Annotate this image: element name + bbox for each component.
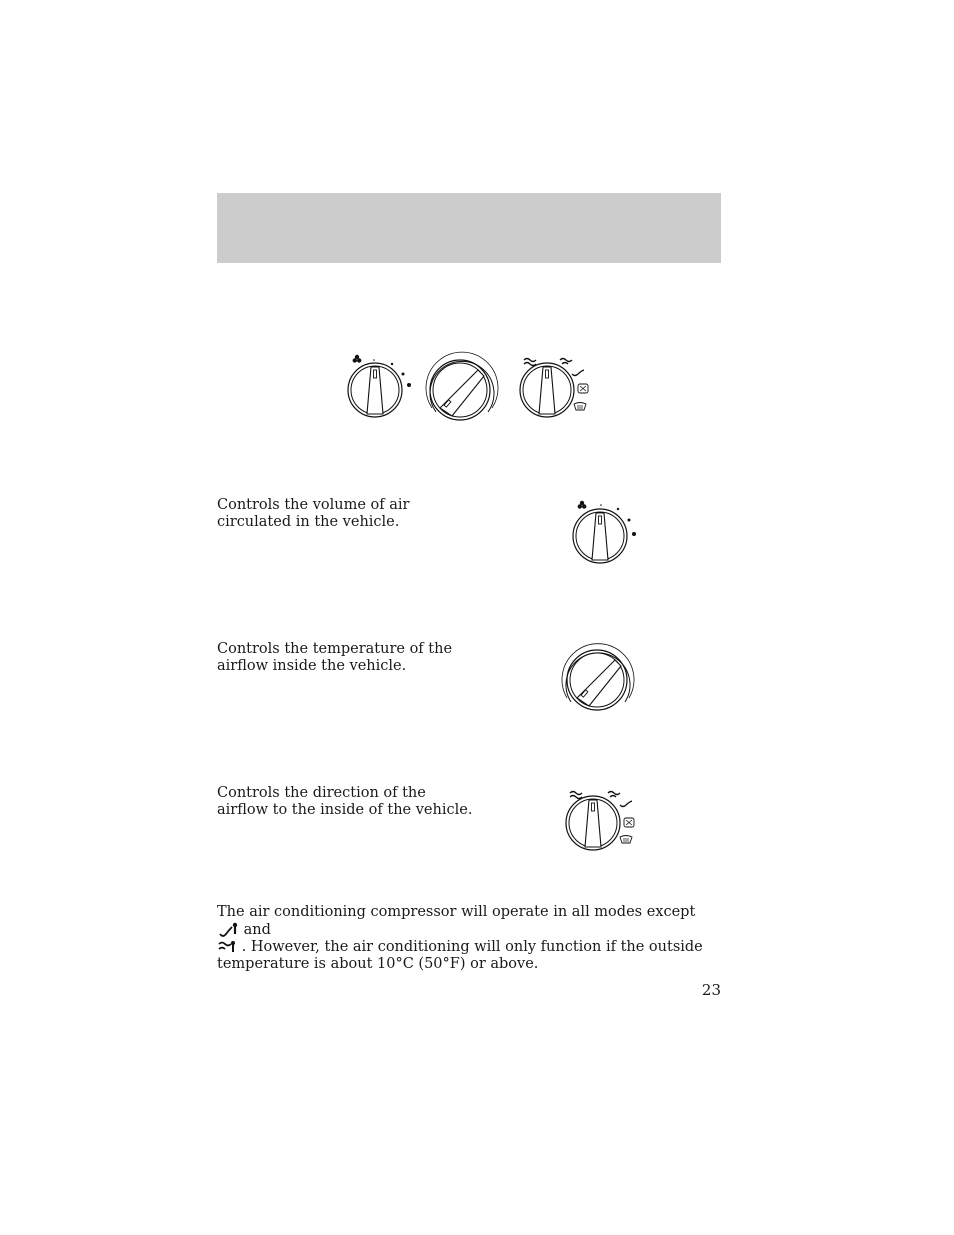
fan-speed-knob-overview — [340, 352, 420, 422]
fan-speed-description: Controls the volume of air circulated in the vehicle. — [217, 497, 410, 530]
fan-speed-knob — [565, 498, 645, 568]
panel-floor-vent-icon — [608, 792, 620, 798]
fan-icon — [353, 355, 362, 363]
floor-vent-icon — [572, 370, 584, 376]
panel-floor-vent-icon — [217, 939, 237, 955]
temperature-description: Controls the temperature of the airflow inside the vehicle. — [217, 641, 453, 674]
section-header-band — [217, 193, 721, 263]
note-text-2: and — [243, 922, 271, 938]
floor-vent-icon — [620, 801, 632, 807]
air-distribution-knob — [558, 785, 640, 855]
defrost-floor-icon — [578, 384, 588, 393]
note-text-3: . However, the air conditioning will only function if the outside temperature is about 10°C (50°F) or above. — [217, 939, 703, 972]
temperature-knob — [555, 640, 635, 712]
note-text-1: The air conditioning compressor will operate in all modes except — [217, 904, 696, 920]
panel-floor-vent-icon — [560, 359, 572, 365]
air-distribution-description: Controls the direction of the airflow to the inside of the vehicle. — [217, 785, 473, 818]
fan-icon — [578, 501, 587, 509]
floor-vent-icon — [217, 921, 239, 939]
panel-vent-icon — [524, 359, 536, 366]
defrost-icon — [620, 836, 632, 844]
defrost-floor-icon — [624, 818, 634, 827]
defrost-icon — [574, 403, 586, 411]
ac-compressor-note — [217, 904, 721, 973]
panel-vent-icon — [570, 792, 582, 799]
page-number: 23 — [701, 981, 721, 999]
air-distribution-knob-overview — [512, 352, 592, 422]
temperature-knob-overview — [418, 350, 498, 422]
